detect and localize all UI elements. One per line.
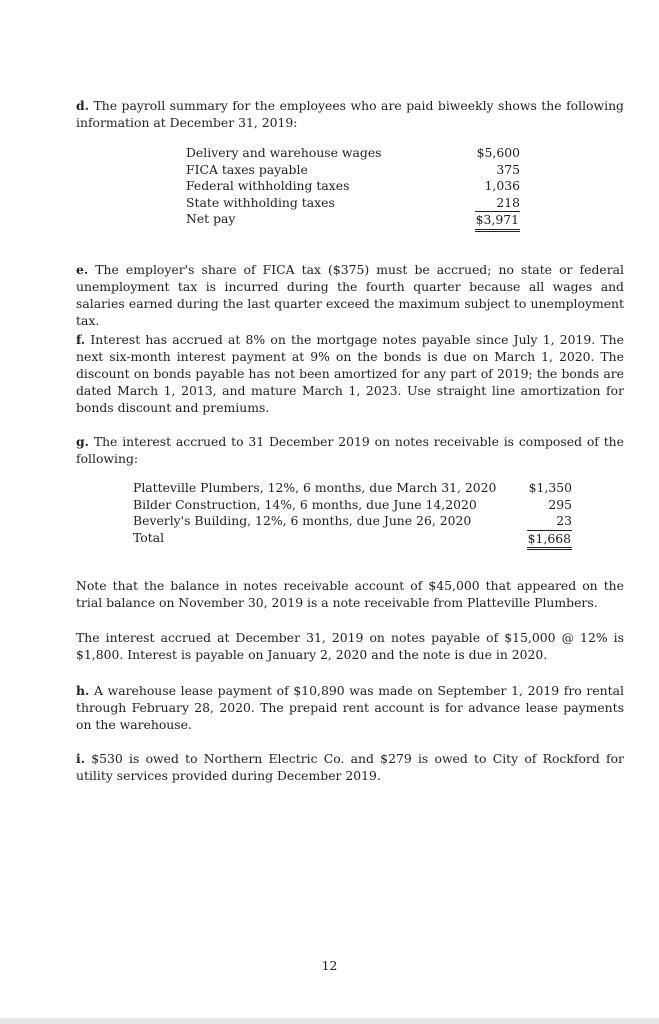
text-g-note1: Note that the balance in notes receivable account of $45,000 that appeared on the trial balance on November 30, 2019 is a note receivable from Platteville Plumbers.	[76, 578, 624, 610]
table-row	[186, 178, 520, 195]
table-row-total	[133, 530, 572, 551]
table-row	[186, 195, 520, 212]
row-item: Net pay	[186, 211, 236, 226]
row-item: State withholding taxes	[186, 194, 335, 210]
table-row	[186, 145, 520, 162]
row-item: FICA taxes payable	[186, 161, 308, 177]
text-d: The payroll summary for the employees who are paid biweekly shows the following information at December 31, 2019:	[76, 98, 624, 130]
row-item: Total	[133, 529, 165, 545]
label-h: h.	[76, 683, 90, 698]
payroll-table	[186, 145, 520, 232]
text-i: $530 is owed to Northern Electric Co. and $279 is owed to City of Rockford for utility services provided during December 2019.	[76, 751, 624, 783]
row-item: Beverly's Building, 12%, 6 months, due June 26, 2020	[133, 513, 472, 528]
row-amount: 295	[548, 496, 572, 512]
row-item: Delivery and warehouse wages	[186, 145, 382, 160]
row-amount-total: $3,971	[475, 211, 520, 232]
table-row	[133, 480, 572, 497]
paragraph-g-note2	[76, 629, 624, 663]
notes-receivable-table	[133, 480, 572, 550]
row-amount: $1,350	[528, 480, 572, 495]
label-i: i.	[76, 751, 86, 766]
row-amount: 23	[556, 513, 572, 528]
label-d: d.	[76, 98, 89, 113]
label-f: f.	[76, 332, 86, 347]
row-item: Platteville Plumbers, 12%, 6 months, due March 31, 2020	[133, 480, 497, 495]
paragraph-f	[76, 331, 624, 416]
row-amount: $5,600	[476, 145, 520, 160]
row-amount: 375	[496, 161, 520, 177]
paragraph-e	[76, 261, 624, 329]
page-number: 12	[321, 958, 338, 973]
paragraph-g	[76, 433, 624, 467]
text-h: A warehouse lease payment of $10,890 was made on September 1, 2019 fro rental through February 28, 2020. The prepaid rent account is for advance lease payments on the warehouse.	[76, 683, 624, 732]
table-row	[133, 513, 572, 530]
row-amount-total: $1,668	[527, 530, 572, 551]
table-row-total	[186, 211, 520, 232]
table-row	[186, 162, 520, 179]
row-amount: 218	[496, 194, 520, 210]
table-row	[133, 497, 572, 514]
text-g: The interest accrued to 31 December 2019 on notes receivable is composed of the following:	[76, 434, 624, 466]
row-item: Federal withholding taxes	[186, 178, 350, 193]
label-g: g.	[76, 434, 89, 449]
paragraph-i	[76, 750, 624, 784]
row-item: Bilder Construction, 14%, 6 months, due June 14,2020	[133, 496, 477, 512]
text-f: Interest has accrued at 8% on the mortgage notes payable since July 1, 2019. The next six-month interest payment at 9% on the bonds is due on March 1, 2020. The discount on bonds payable has not been amortized for any part of 2019; the bonds are dated March 1, 2013, and mature March 1, 2023. Use straight line amortization for bonds discount and premiums.	[76, 332, 624, 415]
row-amount: 1,036	[484, 178, 520, 193]
label-e: e.	[76, 262, 89, 277]
bottom-edge	[0, 1018, 659, 1024]
paragraph-g-note1	[76, 577, 624, 611]
text-g-note2: The interest accrued at December 31, 2019 on notes payable of $15,000 @ 12% is $1,800. Interest is payable on January 2, 2020 and the note is due in 2020.	[76, 630, 624, 662]
paragraph-h	[76, 682, 624, 733]
text-e: The employer's share of FICA tax ($375) must be accrued; no state or federal unemployment tax is incurred during the fourth quarter because all wages and salaries earned during the last quarter exceed the maximum subject to unemployment tax.	[76, 262, 624, 328]
paragraph-d	[76, 97, 624, 131]
